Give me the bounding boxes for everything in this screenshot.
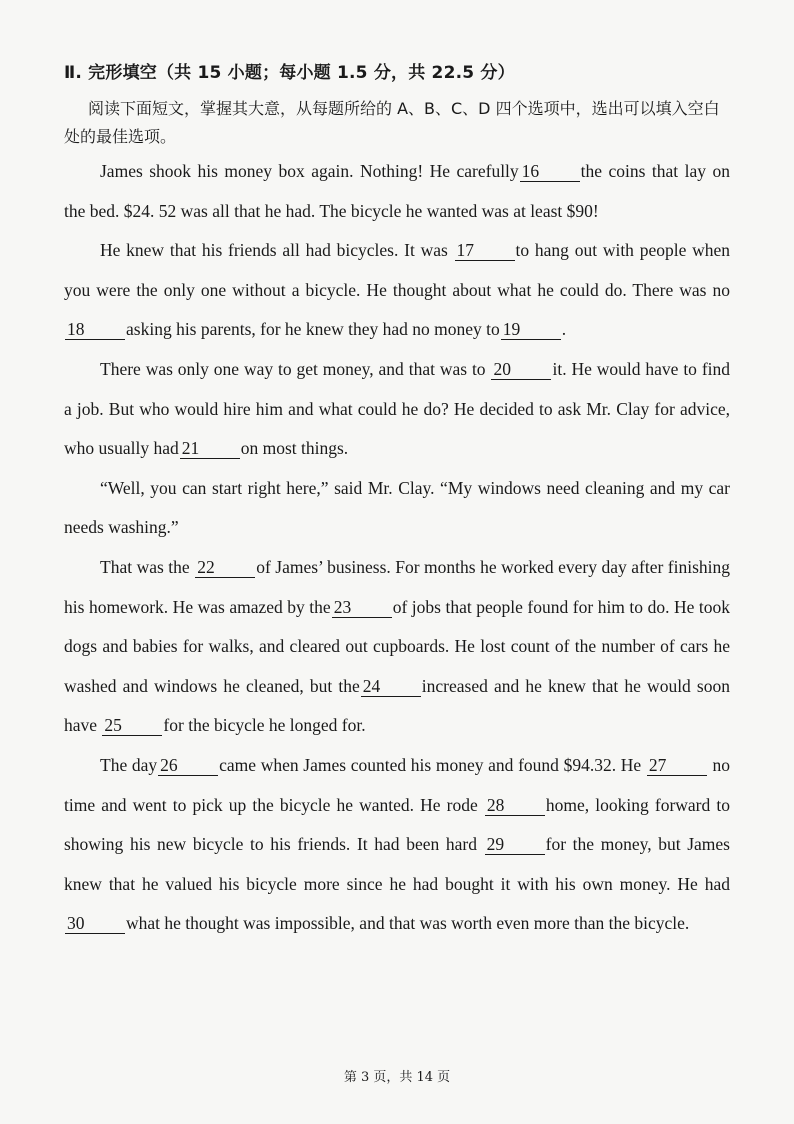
passage-text: to hang out with people when you were the only one without a bicycle. He thought about what he could do. There was no	[64, 240, 730, 300]
answer-blank: 28	[485, 795, 545, 816]
paragraph-2	[64, 231, 730, 350]
answer-blank: 30	[65, 913, 125, 934]
paragraph-6	[64, 746, 730, 944]
answer-blank: 18	[65, 319, 125, 340]
passage-text: James shook his money box again. Nothing! He carefully	[100, 161, 519, 181]
page-number: 第 3 页，共 14 页	[343, 1070, 451, 1085]
paragraph-5	[64, 548, 730, 746]
passage-text: no time and went to pick up the bicycle he wanted. He rode	[64, 754, 730, 815]
answer-blank: 19	[501, 319, 561, 340]
passage-text: of jobs that people found for him to do. He took dogs and babies for walks, and cleared out cupboards. He lost count of the number of cars he washed and windows he cleaned, but the	[64, 596, 730, 696]
passage-text: on most things.	[240, 438, 349, 459]
answer-blank: 17	[455, 240, 515, 261]
passage-text: for the money, but James knew that he valued his bicycle more since he had bought it with his own money. He had	[64, 834, 730, 894]
passage-text: of James’ business. For months he worked every day after finishing his homework. He was amazed by the	[64, 556, 731, 617]
passage-text: asking his parents, for he knew they had no money to	[126, 319, 500, 340]
answer-blank: 21	[180, 438, 240, 459]
passage-text: what he thought was impossible, and that was worth even more than the bicycle.	[126, 913, 690, 934]
section-title: Ⅱ. 完形填空（共 15 小题；每小题 1.5 分，共 22.5 分）	[64, 63, 515, 83]
answer-blank: 26	[158, 755, 218, 776]
passage-text: came when James counted his money and found $94.32. He	[219, 754, 642, 775]
passage-text: There was only one way to get money, and that was to	[100, 358, 486, 379]
answer-blank: 16	[520, 161, 580, 182]
passage-text: increased and he knew that he would soon have	[64, 675, 730, 736]
paragraph-4	[64, 469, 730, 548]
passage-text: it. He would have to find a job. But who would hire him and what could he do? He decided to ask Mr. Clay for advice, who usually had	[64, 358, 731, 459]
answer-blank: 25	[102, 715, 162, 736]
passage-text: “Well, you can start right here,” said Mr. Clay. “My windows need cleaning and my car needs washing.”	[64, 477, 730, 538]
answer-blank: 23	[332, 597, 392, 618]
passage-text: .	[561, 319, 567, 340]
instructions: 阅读下面短文，掌握其大意，从每题所给的 A、B、C、D 四个选项中，选出可以填入空白处的最佳选项。	[64, 99, 720, 146]
paragraph-3	[64, 350, 730, 469]
answer-blank: 27	[647, 755, 707, 776]
passage-text: The day	[100, 754, 158, 775]
passage-text: That was the	[100, 556, 190, 577]
passage-text: He knew that his friends all had bicycles. It was	[100, 240, 448, 261]
paragraph-1	[64, 152, 730, 231]
answer-blank: 24	[361, 676, 421, 697]
passage-text: home, looking forward to showing his new bicycle to his friends. It had been hard	[64, 794, 730, 855]
answer-blank: 20	[491, 359, 551, 380]
passage-text: for the bicycle he longed for.	[163, 715, 366, 736]
answer-blank: 22	[195, 557, 255, 578]
passage-text: the coins that lay on the bed. $24. 52 was all that he had. The bicycle he wanted was at least $90!	[64, 161, 730, 221]
answer-blank: 29	[485, 834, 545, 855]
cloze-passage	[64, 152, 730, 944]
